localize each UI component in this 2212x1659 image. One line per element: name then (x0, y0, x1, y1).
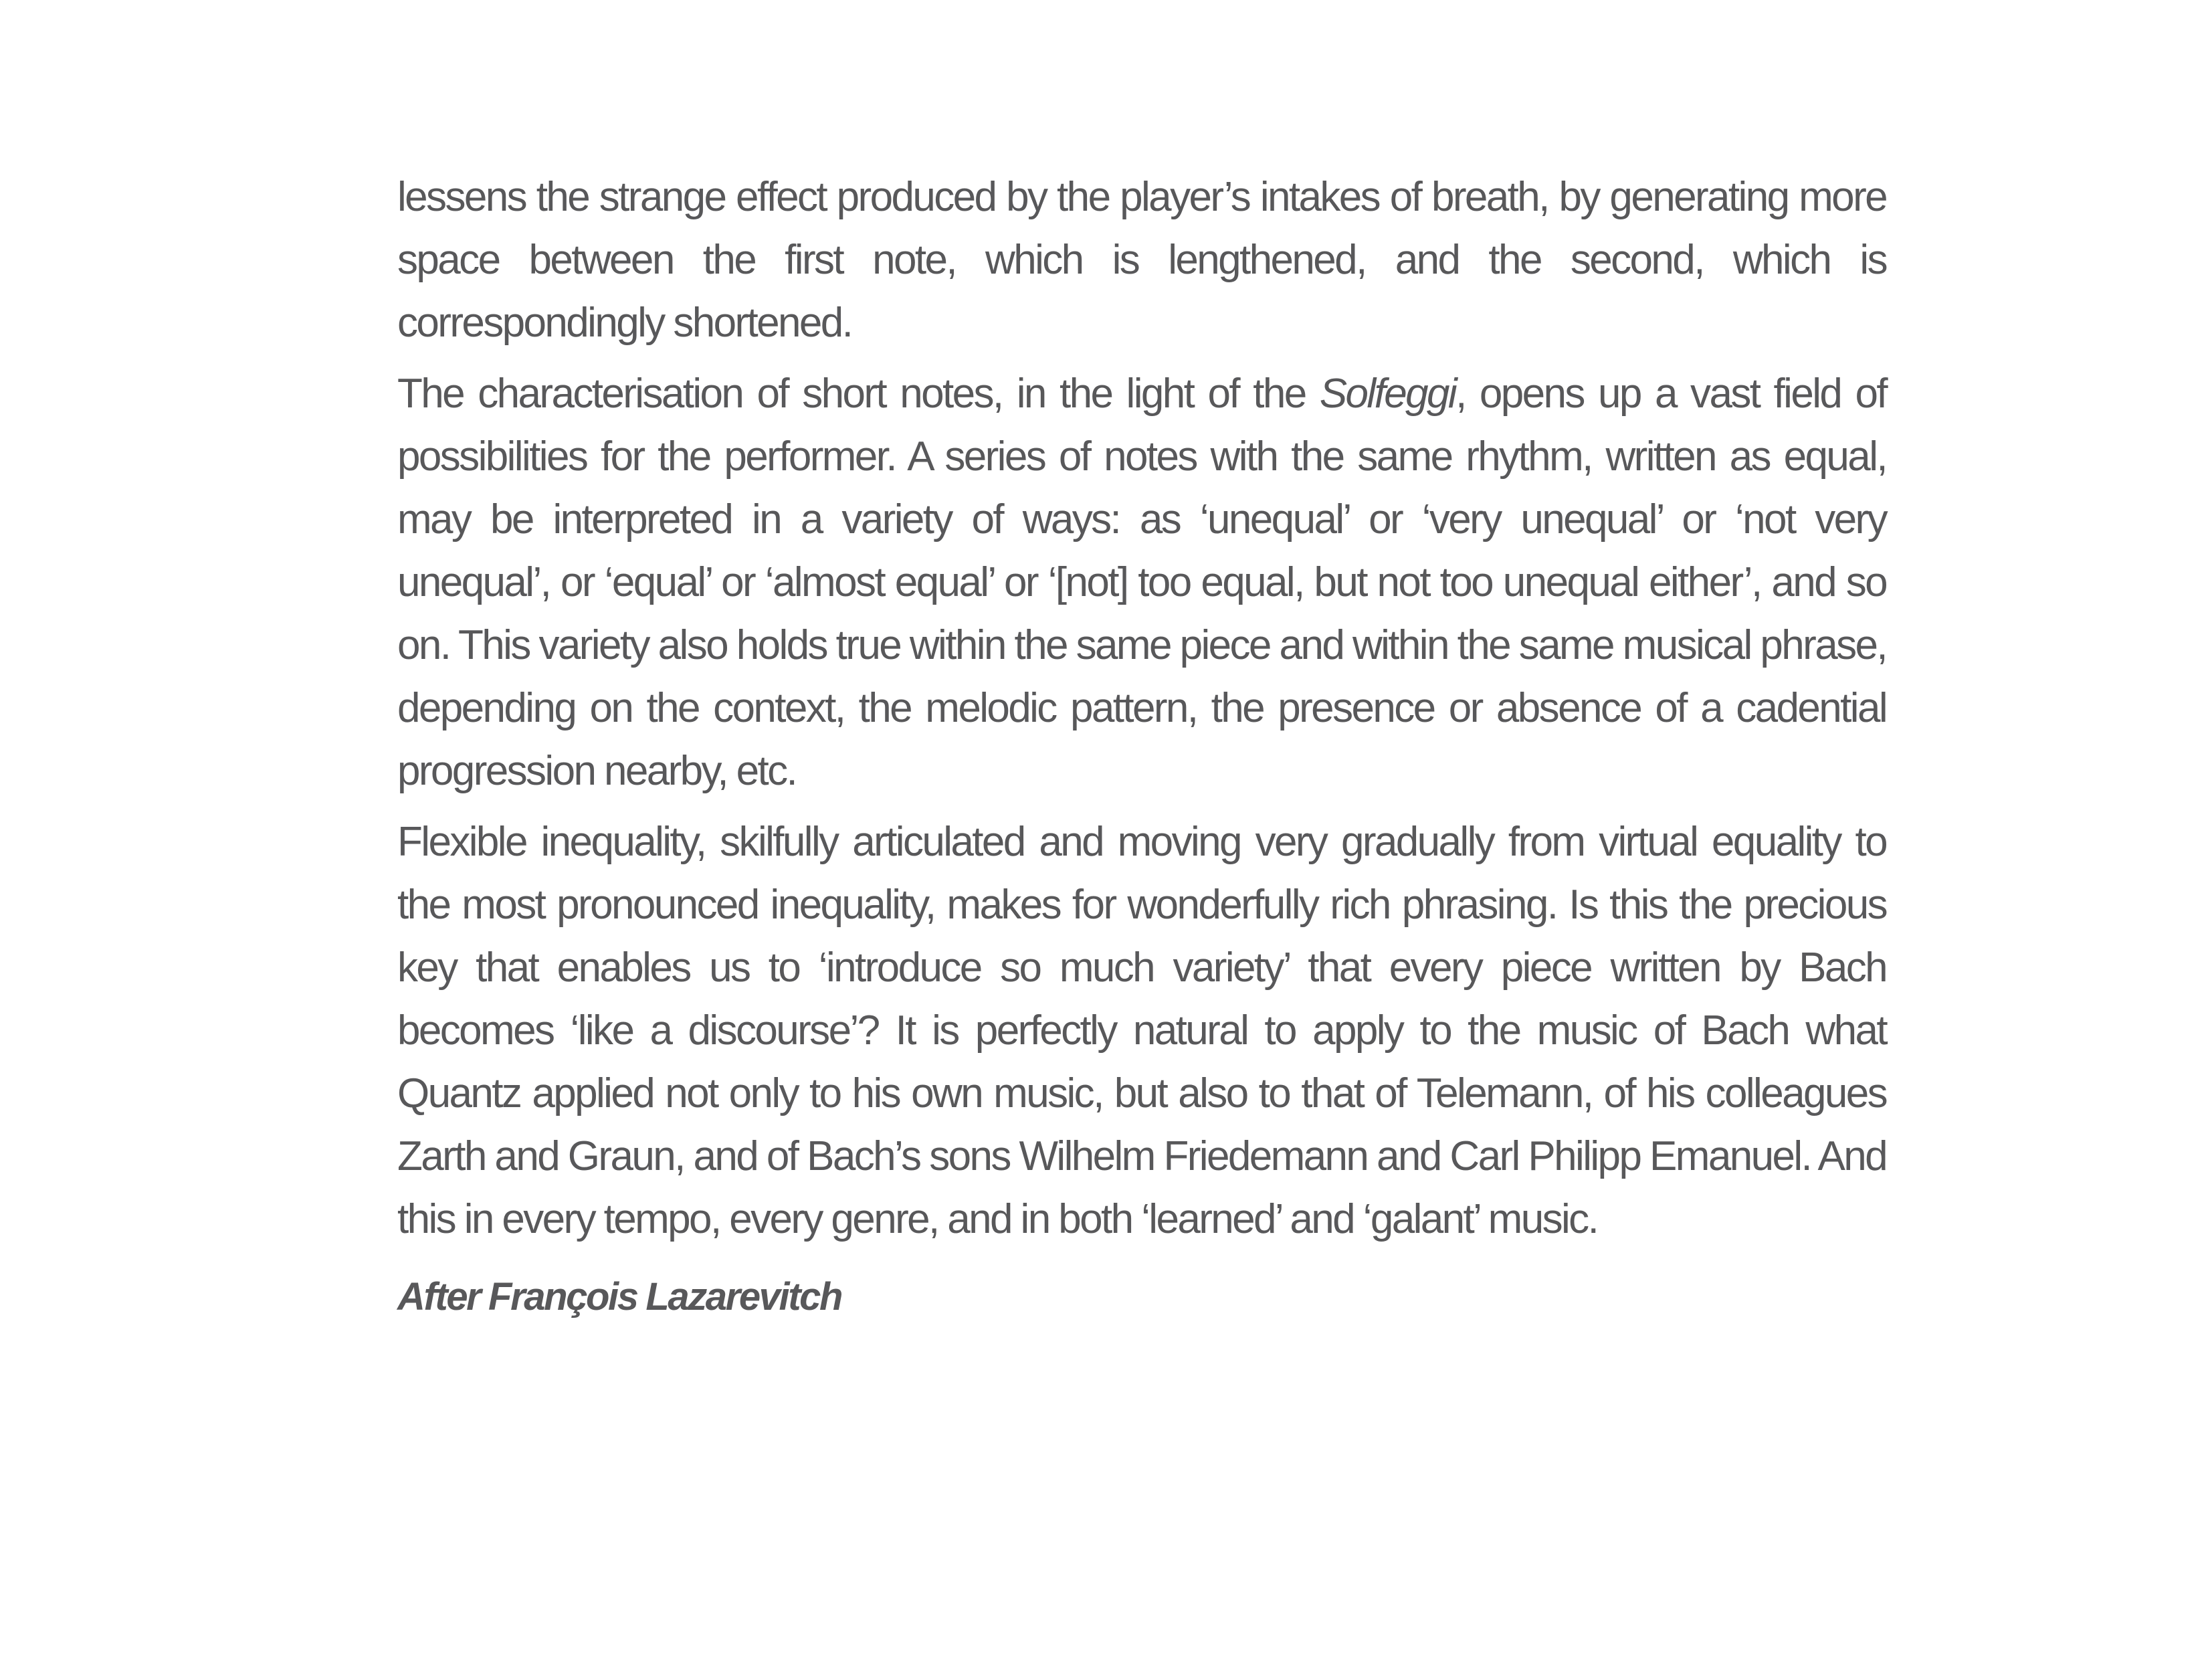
solfeggi-title: Solfeggi (1319, 371, 1456, 417)
paragraph-1-text: lessens the strange effect produced by the player’s intakes of breath, by generating more space between the first note, which is lengthened, and the second, which is correspondingly shortened. (397, 174, 1886, 346)
paragraph-1 (397, 166, 1886, 355)
body-text (397, 166, 1886, 1329)
paragraph-3-text: Flexible inequality, skilfully articulated and moving very gradually from virtual equality to the most pronounced inequality, makes for wonderfully rich phrasing. Is this the precious key that enables us to ‘introduce so much variety’ that every piece written by Bach becomes ‘like a discourse’? It is perfectly natural to apply to the music of Bach what Quantz applied not only to his own music, but also to that of Telemann, of his colleagues Zarth and Graun, and of Bach’s sons Wilhelm Friedemann and Carl Philipp Emanuel. And this in every tempo, every genre, and in both ‘learned’ and ‘galant’ music. (397, 819, 1886, 1242)
paragraph-2 (397, 363, 1886, 803)
paragraph-2-text-start: The characterisation of short notes, in the light of the (397, 371, 1320, 417)
author-attribution: After François Lazarevitch (397, 1275, 842, 1319)
paragraph-2-text-rest: , opens up a vast field of possibilities for the performer. A series of notes with the same rhythm, written as equal, may be interpreted in a variety of ways: as ‘unequal’ or ‘very unequal’ or ‘not very unequal’, or ‘equal’ or ‘almost equal’ or ‘[not] too equal, but not too unequal either’, and so on. This variety also holds true within the same piece and within the same musical phrase, depending on the context, the melodic pattern, the presence or absence of a cadential progression nearby, etc. (397, 371, 1886, 794)
paragraph-3 (397, 811, 1886, 1251)
